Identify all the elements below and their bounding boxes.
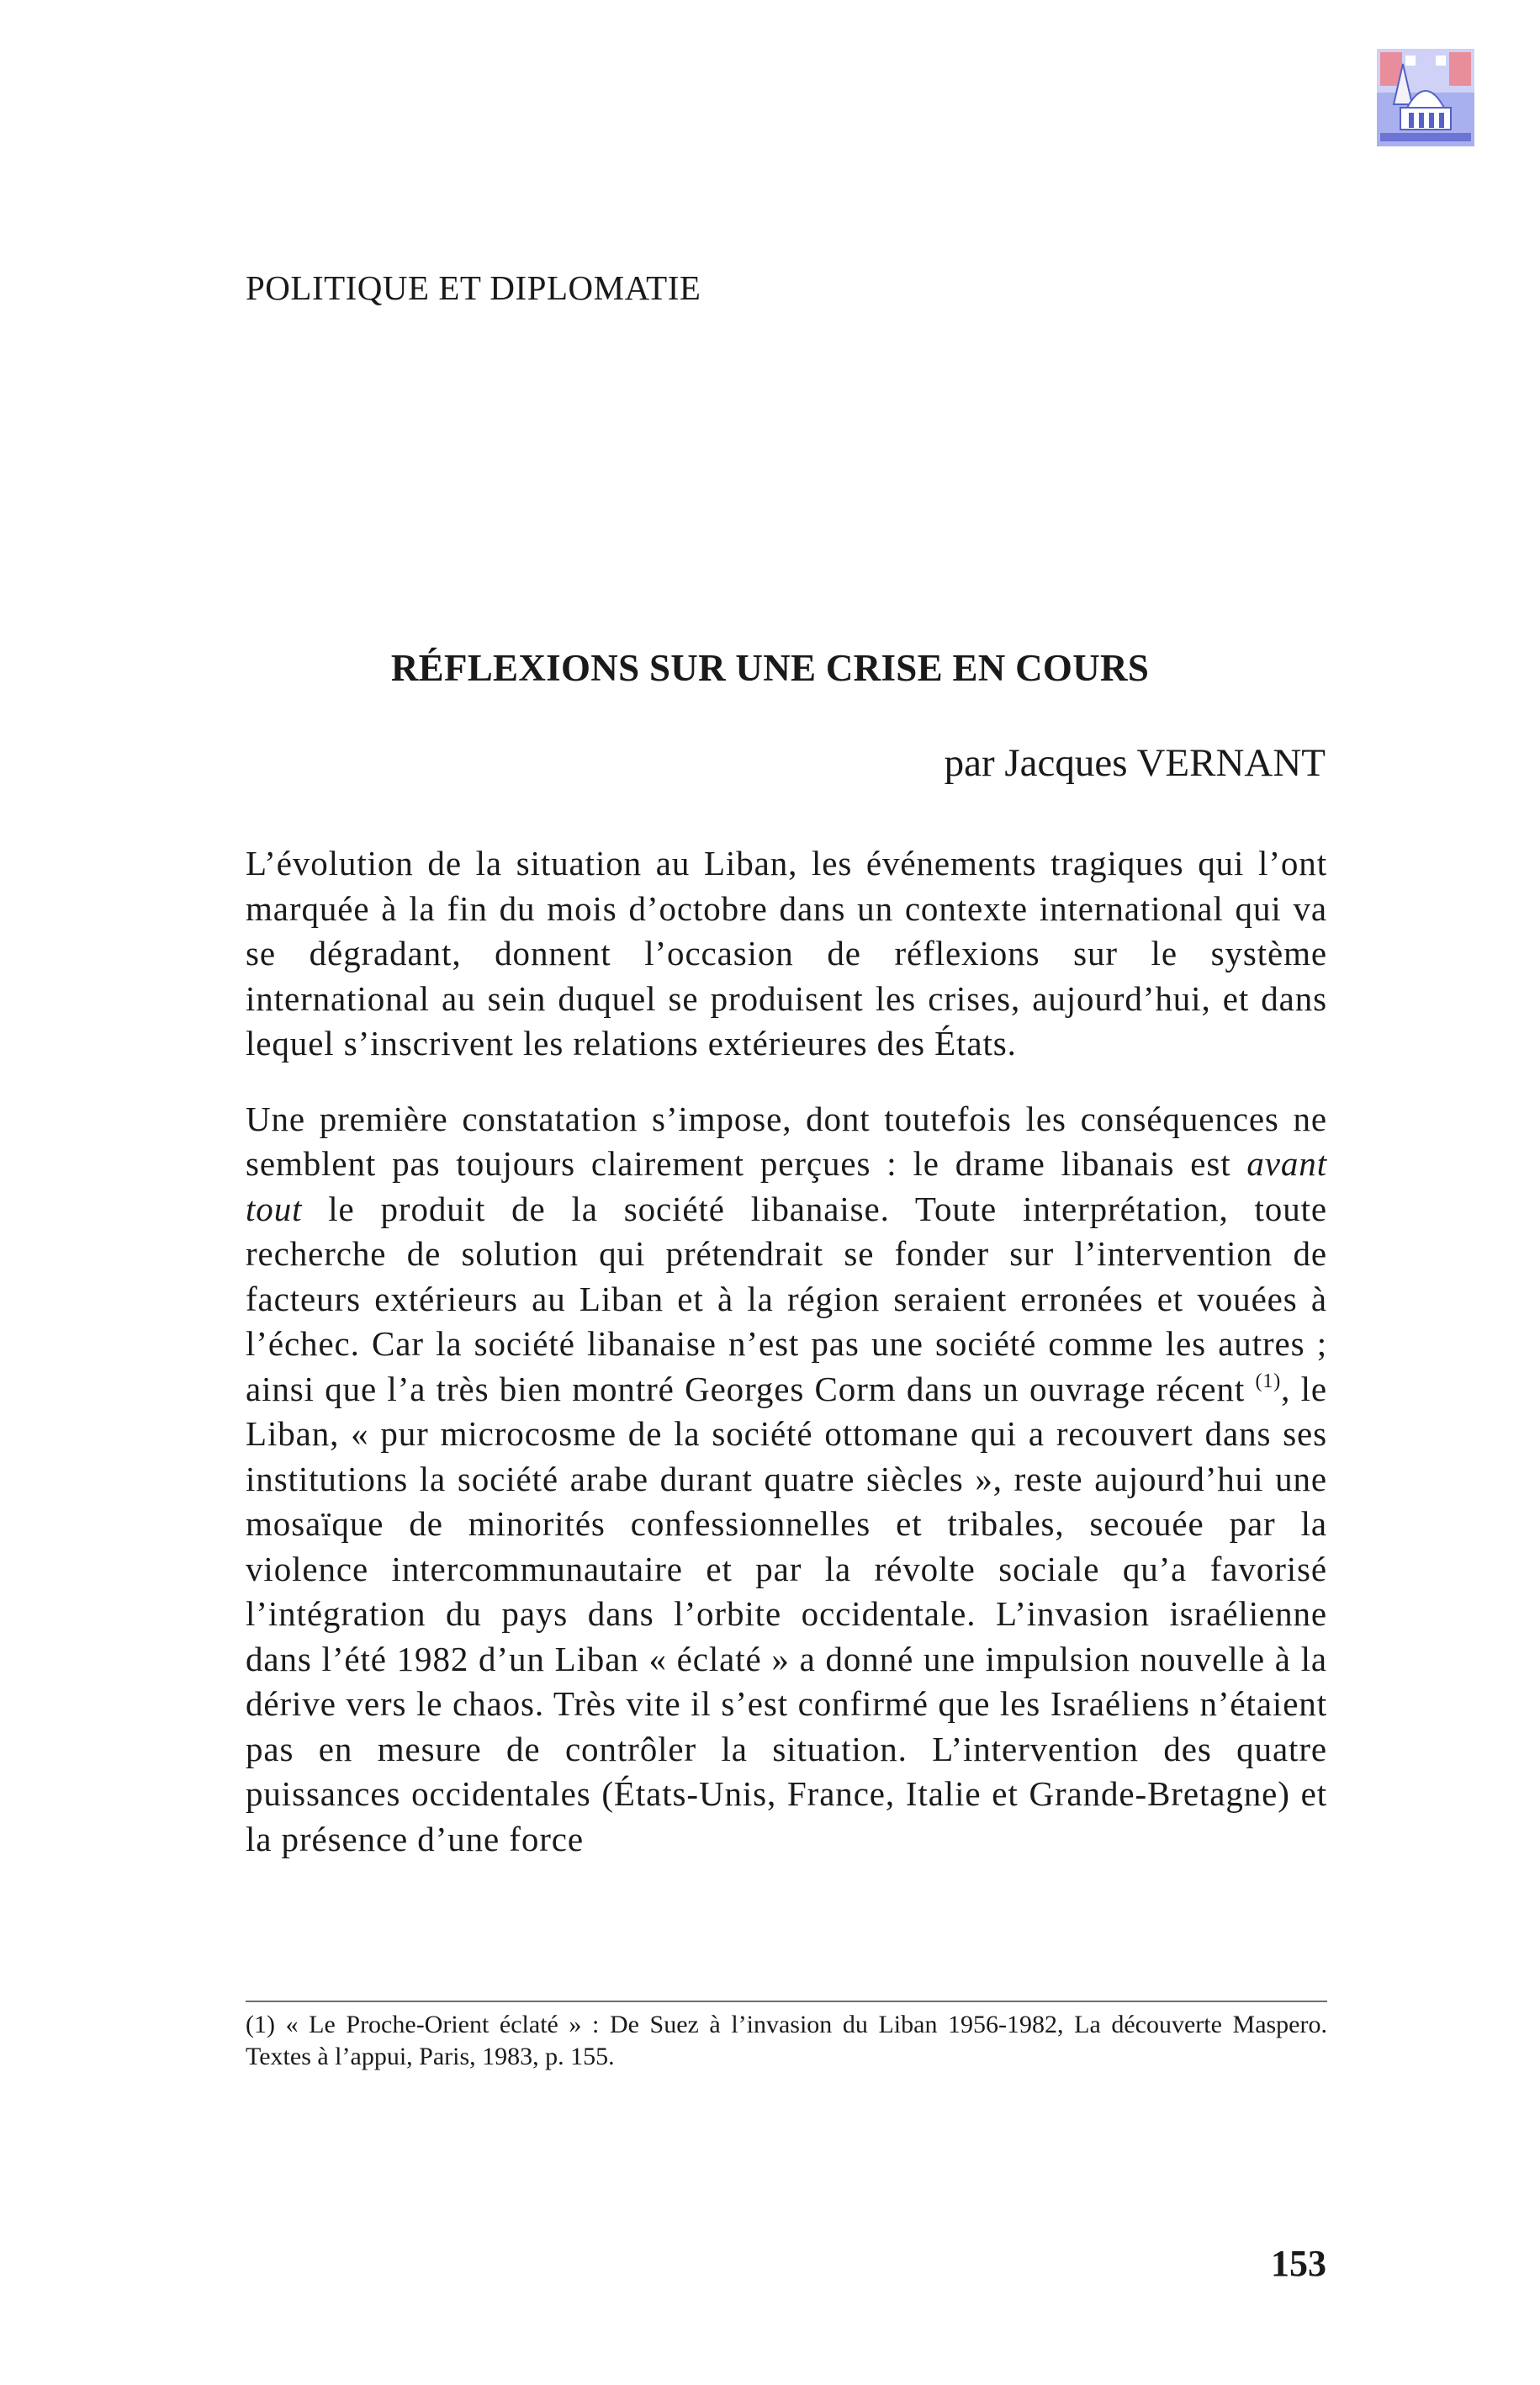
paragraph-2-emphasis: avant tout	[246, 1144, 1327, 1228]
footnote-reference: (1)	[1255, 1370, 1282, 1392]
publisher-logo	[1377, 49, 1474, 146]
section-header: POLITIQUE ET DIPLOMATIE	[246, 268, 701, 307]
page-number: 153	[1271, 2243, 1326, 2284]
logo-image	[1377, 49, 1474, 146]
paragraph-2	[246, 1097, 1327, 1863]
paragraph-1: L’évolution de la situation au Liban, les événements tragiques qui l’ont marquée à la fin du mois d’octobre dans un contexte international qui va se dégradant, donnent l’occasion de réflexions sur le système international au sein duquel se produisent les crises, aujourd’hui, et dans lequel s’inscrivent les relations extérieures des États.	[246, 844, 1327, 1063]
footnote-divider	[246, 2001, 1327, 2002]
paragraph-2-text-a: Une première constatation s’impose, dont toutefois les conséquences ne semblent pas toujours clairement perçues : le drame libanais est	[246, 1099, 1327, 1183]
article-title: RÉFLEXIONS SUR UNE CRISE EN COURS	[390, 647, 1150, 689]
article-author: par Jacques VERNANT	[944, 741, 1326, 785]
footnote: (1) « Le Proche-Orient éclaté » : De Suez à l’invasion du Liban 1956-1982, La découverte Maspero. Textes à l’appui, Paris, 1983, p. 155.	[246, 2011, 1327, 2070]
paragraph-2-text-c: , le Liban, « pur microcosme de la société ottomane qui a recouvert dans ses institutions la société arabe durant quatre siècles », reste aujourd’hui une mosaïque de minorités confessionnelles et tribales, secouée par la violence intercommunautaire et par la révolte sociale qu’a favorisé l’intégration du pays dans l’orbite occidentale. L’invasion israélienne dans l’été 1982 d’un Liban « éclaté » a donné une impulsion nouvelle à la dérive vers le chaos. Très vite il s’est confirmé que les Israéliens n’étaient pas en mesure de contrôler la situation. L’intervention des quatre puissances occidentales (États-Unis, France, Italie et Grande-Bretagne) et la présence d’une force	[246, 1369, 1327, 1858]
article-body	[246, 841, 1327, 1892]
paragraph-2-text-b: le produit de la société libanaise. Toute interprétation, toute recherche de solution qui prétendrait se fonder sur l’intervention de facteurs extérieurs au Liban et à la région seraient erronées et vouées à l’échec. Car la société libanaise n’est pas une société comme les autres ; ainsi que l’a très bien montré Georges Corm dans un ouvrage récent	[246, 1189, 1327, 1408]
